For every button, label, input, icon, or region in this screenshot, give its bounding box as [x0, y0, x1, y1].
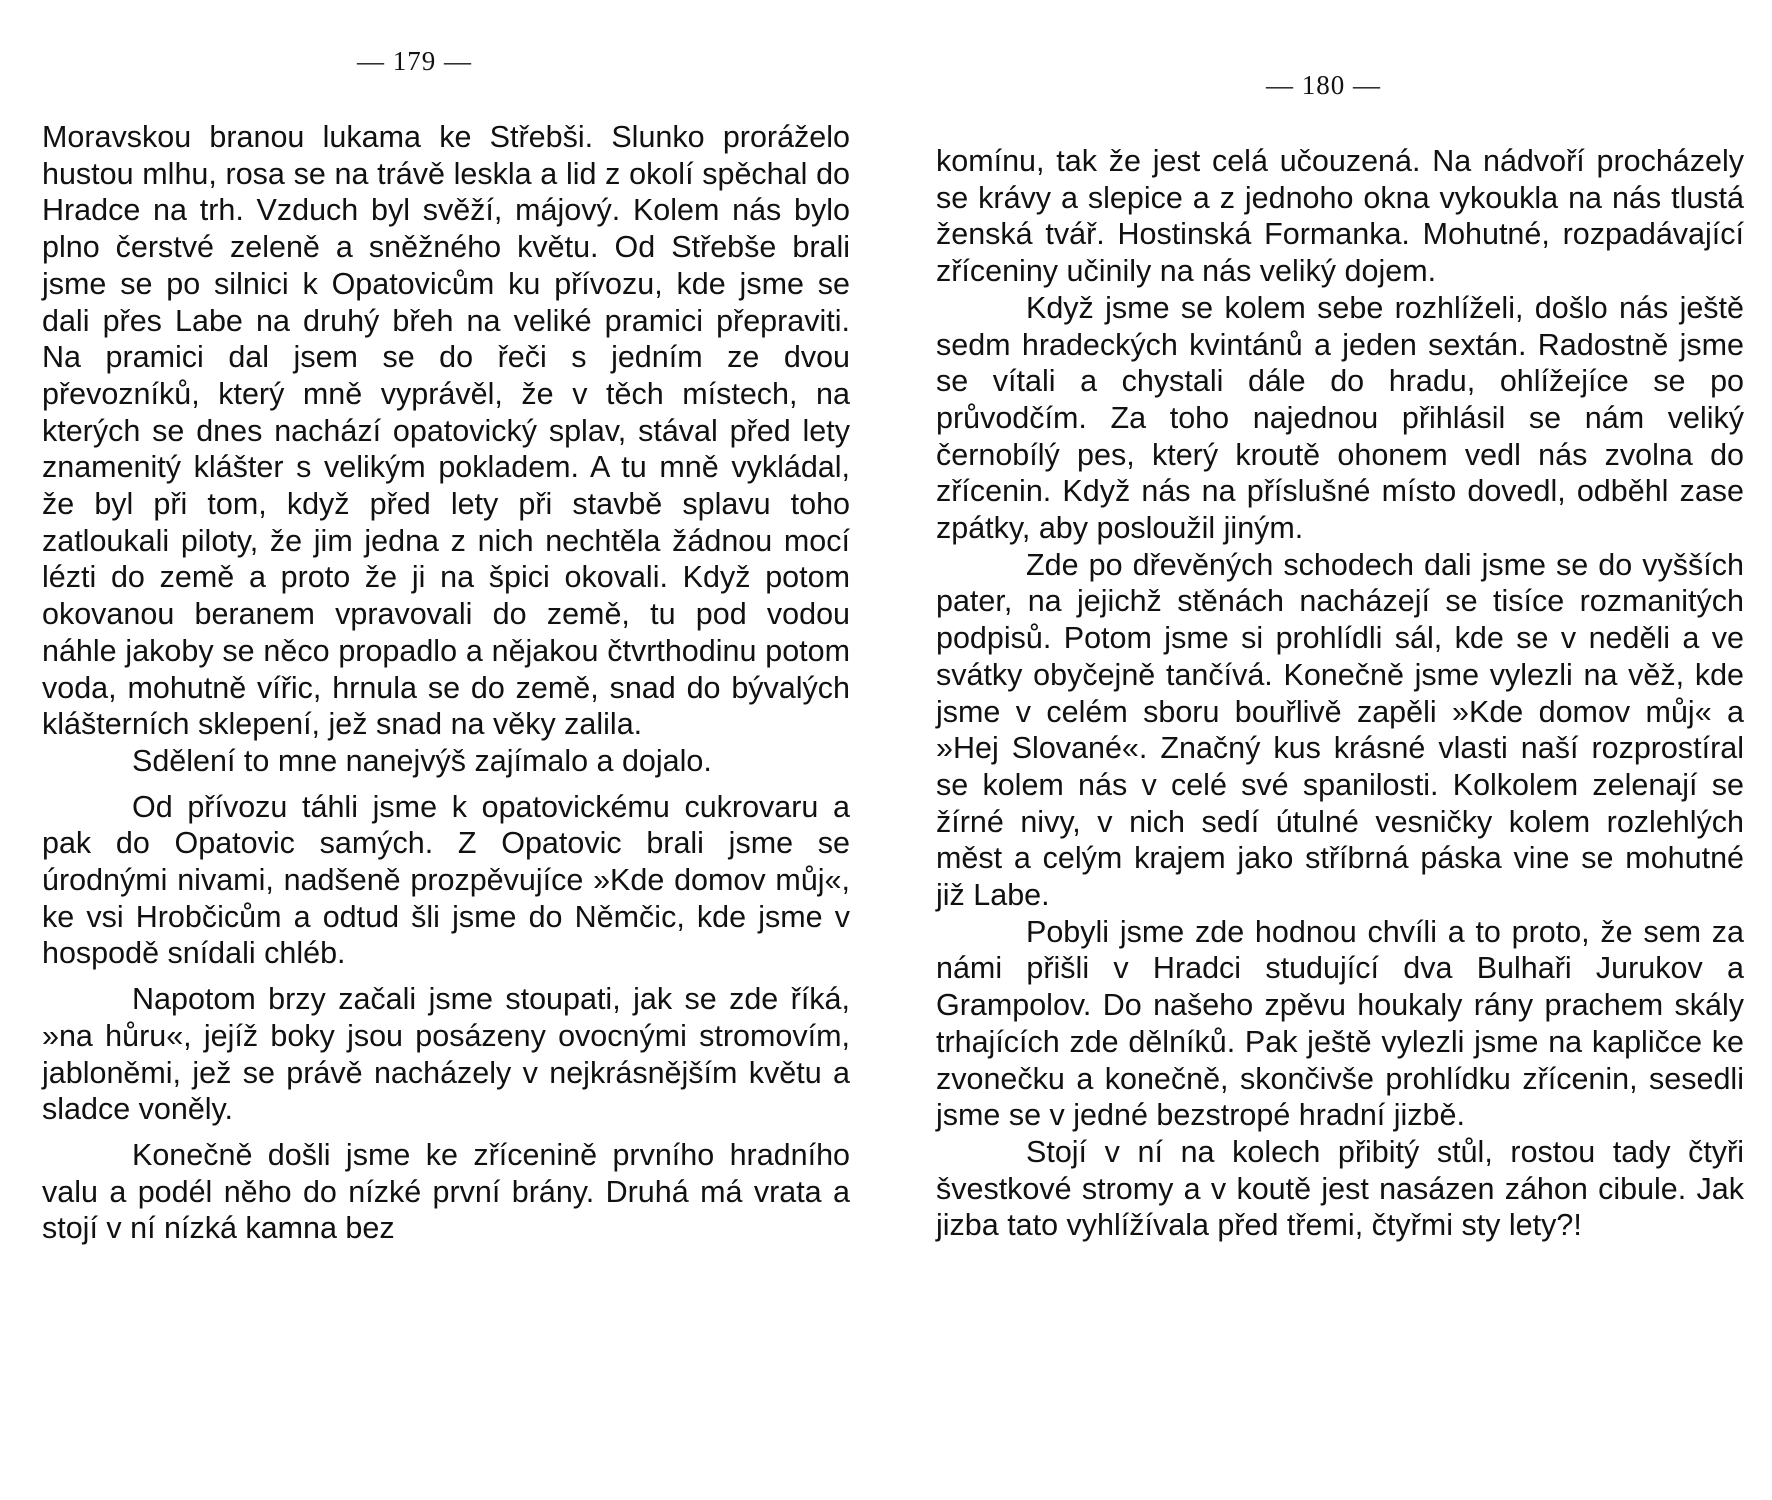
left-paragraph-2: Sdělení to mne nanejvýš zajímalo a dojalo. [132, 743, 712, 778]
left-paragraph-3: Od přívozu táhli jsme k opatovickému cukrovaru a pak do Opatovic samých. Z Opatovic brali jsme se úrodnými nivami, nadšeně prozpěvujíce »Kde domov můj«, ke vsi Hrobčicům a odtud šli jsme do Němčic, kde jsme v hospodě snídali chléb. [42, 789, 850, 971]
right-page-number: — 180 — [1266, 70, 1381, 100]
left-paragraph-5: Konečně došli jsme ke zřícenině prvního hradního valu a podél něho do nízké první brány. Druhá má vrata a stojí v ní nízká kamna bez [42, 1137, 850, 1246]
right-paragraph-1: komínu, tak že jest celá učouzená. Na nádvoří procházely se krávy a slepice a z jednoho okna vykoukla na nás tlustá ženská tvář. Hostinská Formanka. Mohutné, rozpadávající zříceniny učinily na nás veliký dojem. [936, 144, 1744, 289]
right-paragraph-5: Stojí v ní na kolech přibitý stůl, rostou tady čtyři švestkové stromy a v koutě jest nasázen záhon cibule. Jak jizba tato vyhlížívala před třemi, čtyřmi sty lety?! [936, 1134, 1744, 1243]
right-paragraph-3: Zde po dřevěných schodech dali jsme se do vyšších pater, na jejichž stěnách nacházejí se tisíce rozmanitých podpisů. Potom jsme si prohlídli sál, kde se v neděli a ve svátky obyčejně tančívá. Konečně jsme vylezli na věž, kde jsme v celém sboru bouřlivě zapěli »Kde domov můj« a »Hej Slované«. Značný kus krásné vlasti naší rozprostíral se kolem nás v celé své spanilosti. Kolkolem zelenají se žírné nivy, v nich sedí útulné vesničky kolem rozlehlých měst a celým krajem jako stříbrná páska vine se mohutné již Labe. [936, 547, 1744, 913]
right-paragraph-4: Pobyli jsme zde hodnou chvíli a to proto, že sem za námi přišli v Hradci studující dva Bulhaři Jurukov a Grampolov. Do našeho zpěvu houkaly rány prachem skály trhajících zde dělníků. Pak ještě vylezli jsme na kapličce ke zvonečku a konečně, skončivše prohlídku zřícenin, sesedli jsme se v jedné bezstropé hradní jizbě. [936, 914, 1744, 1133]
left-page-text [42, 119, 850, 1247]
left-page-number: — 179 — [357, 46, 472, 76]
left-paragraph-1: Moravskou branou lukama ke Střebši. Slunko proráželo hustou mlhu, rosa se na trávě leskla a lid z okolí spěchal do Hradce na trh. Vzduch byl svěží, májový. Kolem nás bylo plno čerstvé zeleně a sněžného květu. Od Střebše brali jsme se po silnici k Opatovicům ku přívozu, kde jsme se dali přes Labe na druhý břeh na veliké pramici přepraviti. Na pramici dal jsem se do řeči s jedním ze dvou převozníků, který mně vyprávěl, že v těch místech, na kterých se dnes nachází opatovický splav, stával před lety znamenitý klášter s velikým pokladem. A tu mně vykládal, že byl při tom, když před lety při stavbě splavu toho zatloukali piloty, že jim jedna z nich nechtěla žádnou mocí lézti do země a proto že ji na špici okovali. Když potom okovanou beranem vpravovali do země, tu pod vodou náhle jakoby se něco propadlo a nějakou čtvrthodinu potom voda, mohutně vířic, hrnula se do země, snad do bývalých klášterních sklepení, jež snad na věky zalila. [42, 120, 850, 742]
left-paragraph-4: Napotom brzy začali jsme stoupati, jak se zde říká, »na hůru«, jejíž boky jsou posázeny ovocnými stromovím, jabloněmi, jež se právě nacházely v nejkrásnějším květu a sladce voněly. [42, 982, 850, 1127]
right-paragraph-2: Když jsme se kolem sebe rozhlíželi, došlo nás ještě sedm hradeckých kvintánů a jeden sextán. Radostně jsme se vítali a chystali dále do hradu, ohlížejíce se po průvodčím. Za toho najednou přihlásil se nám veliký černobílý pes, který kroutě ohonem vedl nás zvolna do zřícenin. Když nás na příslušné místo dovedl, odběhl zase zpátky, aby posloužil jiným. [936, 290, 1744, 546]
right-page-text [936, 143, 1744, 1244]
